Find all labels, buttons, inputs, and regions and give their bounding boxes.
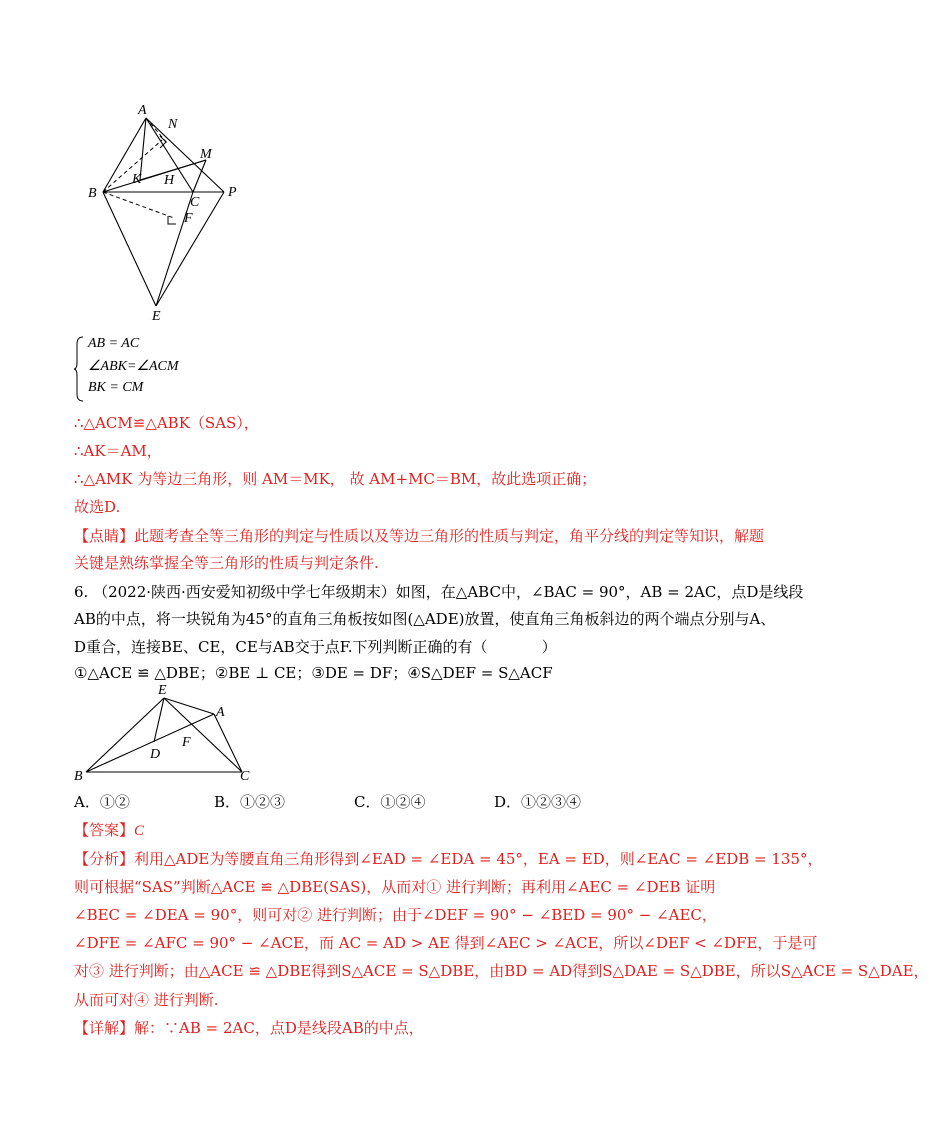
answer-tag: 【答案】 (74, 821, 135, 839)
system-row-1: AB = AC (88, 336, 140, 351)
answer-line (74, 819, 144, 840)
analysis-text-1: 利用△ADE为等腰直角三角形得到∠EAD = ∠EDA = 45°，EA = ED，则∠EAC = ∠EDB = 135°， (134, 850, 823, 868)
closing-paren: ） (541, 638, 557, 656)
segment-ba (86, 714, 214, 772)
svg-text:F: F (184, 211, 193, 226)
svg-text:M: M (200, 147, 212, 162)
svg-text:H: H (164, 173, 175, 188)
segment-ac (214, 714, 242, 772)
svg-text:B: B (88, 186, 97, 201)
proof-line-3: ∴△AMK 为等边三角形，则 AM＝MK， 故 AM+MC＝BM，故此选项正确； (74, 470, 597, 488)
geometry-figure-2 (74, 684, 264, 784)
svg-text:P: P (228, 185, 237, 200)
option-c: C．①②④ (354, 793, 426, 811)
question-6-stem-end: D重合，连接BE、CE，CE与AB交于点F.下列判断正确的有（ (74, 638, 488, 656)
svg-text:K: K (132, 172, 142, 187)
system-row-3: BK = CM (88, 380, 144, 395)
option-a: A．①② (74, 793, 130, 811)
option-b: B．①②③ (214, 793, 286, 811)
svg-text:A: A (216, 705, 225, 720)
analysis-tag: 【分析】 (74, 850, 135, 868)
detail-line (74, 1017, 424, 1038)
svg-text:N: N (168, 117, 178, 132)
svg-text:E: E (158, 683, 167, 698)
svg-text:B: B (74, 769, 83, 784)
option-d: D．①②③④ (494, 793, 582, 811)
svg-text:C: C (240, 769, 250, 784)
segment-ed (154, 698, 164, 742)
comment-tag: 【点睛】 (74, 527, 135, 545)
analysis-line-5: 对③ 进行判断；由△ACE ≌ △DBE得到S△ACE = S△DBE，由BD = AD得到S△DAE = S△DBE，所以S△ACE = S△DAE， (74, 962, 929, 980)
answer-value: C (134, 823, 145, 839)
proof-line-1: ∴△ACM≌△ABK（SAS）， (74, 414, 259, 432)
segment-ec (164, 698, 242, 772)
analysis-line-6: 从而可对④ 进行判断. (74, 991, 219, 1009)
question-6-line-3 (74, 636, 557, 657)
left-brace-icon (74, 336, 84, 402)
svg-text:F: F (182, 735, 191, 750)
detail-text: 解：∵AB = 2AC，点D是线段AB的中点， (134, 1019, 424, 1037)
segment-ap (146, 118, 224, 192)
proof-line-2: ∴AK＝AM， (74, 442, 162, 460)
segment-be (103, 192, 156, 306)
proof-line-4: 故选D. (74, 498, 121, 516)
svg-text:A: A (138, 103, 147, 118)
svg-text:E: E (152, 309, 161, 324)
analysis-line-3: ∠BEC = ∠DEA = 90°，则可对② 进行判断；由于∠DEF = 90° − ∠BED = 90° − ∠AEC， (74, 906, 717, 924)
question-6-judgements: ①△ACE ≌ △DBE；②BE ⊥ CE；③DE = DF；④S△DEF = S△ACF (74, 664, 553, 682)
detail-tag: 【详解】 (74, 1019, 135, 1037)
segment-ce (156, 192, 193, 306)
svg-text:C: C (190, 195, 200, 210)
question-6-line-1: 6. （2022·陕西·西安爱知初级中学七年级期末）如图，在△ABC中，∠BAC = 90°，AB = 2AC，点D是线段 (74, 583, 804, 601)
question-6-line-2: AB的中点，将一块锐角为45°的直角三角板按如图(△ADE)放置，使直角三角板斜边的两个端点分别与A、 (74, 610, 776, 628)
geometry-figure-1 (80, 100, 250, 324)
svg-text:D: D (150, 747, 161, 762)
comment-line-2: 关键是熟练掌握全等三角形的性质与判定条件. (74, 554, 379, 572)
analysis-line-1 (74, 848, 823, 869)
segment-ea (164, 698, 214, 714)
comment-text-1: 此题考查全等三角形的判定与性质以及等边三角形的性质与判定，角平分线的判定等知识，解题 (134, 527, 765, 545)
system-row-2: ∠ABK=∠ACM (88, 359, 179, 374)
analysis-line-4: ∠DFE = ∠AFC = 90° − ∠ACE，而 AC = AD > AE 得到∠AEC > ∠ACE，所以∠DEF < ∠DFE，于是可 (74, 934, 818, 952)
comment-line-1 (74, 525, 764, 546)
analysis-line-2: 则可根据“SAS”判断△ACE ≌ △DBE(SAS)，从而对① 进行判断；再利用∠AEC = ∠DEB 证明 (74, 878, 716, 896)
